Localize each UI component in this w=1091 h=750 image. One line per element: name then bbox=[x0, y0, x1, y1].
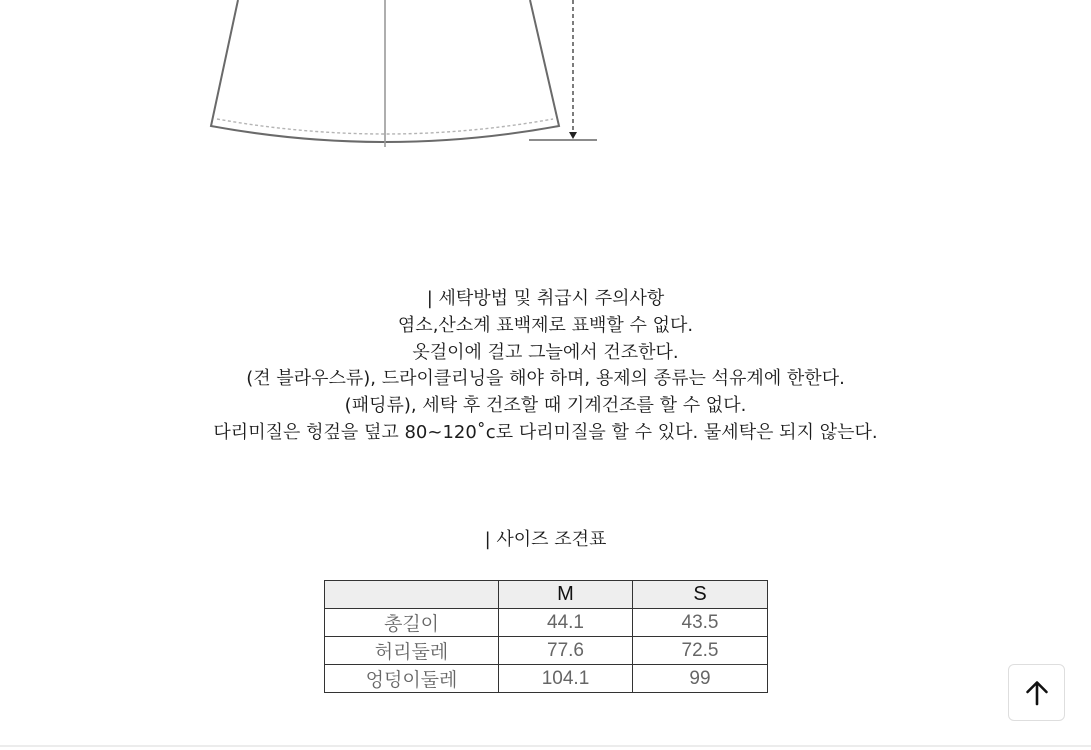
care-line: (패딩류), 세탁 후 건조할 때 기계건조를 할 수 없다. bbox=[344, 395, 747, 417]
care-line: 염소,산소계 표백제로 표백할 수 없다. bbox=[397, 314, 694, 336]
table-row bbox=[325, 665, 768, 693]
table-row bbox=[325, 637, 768, 665]
table-header-cell: M bbox=[499, 581, 633, 609]
table-cell: 72.5 bbox=[633, 637, 768, 665]
footer-divider bbox=[0, 745, 1091, 747]
table-cell: 77.6 bbox=[499, 637, 633, 665]
table-cell: 허리둘레 bbox=[325, 637, 499, 665]
care-line: 옷걸이에 걸고 그늘에서 건조한다. bbox=[412, 341, 679, 363]
arrow-up-icon bbox=[1023, 679, 1051, 707]
table-cell: 44.1 bbox=[499, 609, 633, 637]
table-cell: 99 bbox=[633, 665, 768, 693]
table-header-row bbox=[325, 581, 768, 609]
care-line: (견 블라우스류), 드라이클리닝을 해야 하며, 용제의 종류는 석유계에 한한다. bbox=[246, 368, 845, 390]
length-measure-arrow bbox=[569, 132, 577, 139]
table-row bbox=[325, 609, 768, 637]
care-line: 다리미질은 헝겊을 덮고 80~120˚c로 다리미질을 할 수 있다. 물세탁은 되지 않는다. bbox=[213, 421, 878, 443]
size-chart-table bbox=[324, 580, 768, 693]
size-chart-title: | 사이즈 조견표 bbox=[484, 529, 607, 550]
table-cell: 총길이 bbox=[325, 609, 499, 637]
table-header-cell: S bbox=[633, 581, 768, 609]
table-header-cell bbox=[325, 581, 499, 609]
skirt-sketch-illustration bbox=[0, 0, 1091, 160]
table-cell: 43.5 bbox=[633, 609, 768, 637]
care-title: | 세탁방법 및 취급시 주의사항 bbox=[426, 288, 665, 309]
care-instructions bbox=[0, 286, 1091, 447]
scroll-to-top-button[interactable] bbox=[1008, 664, 1065, 721]
table-cell: 엉덩이둘레 bbox=[325, 665, 499, 693]
table-cell: 104.1 bbox=[499, 665, 633, 693]
